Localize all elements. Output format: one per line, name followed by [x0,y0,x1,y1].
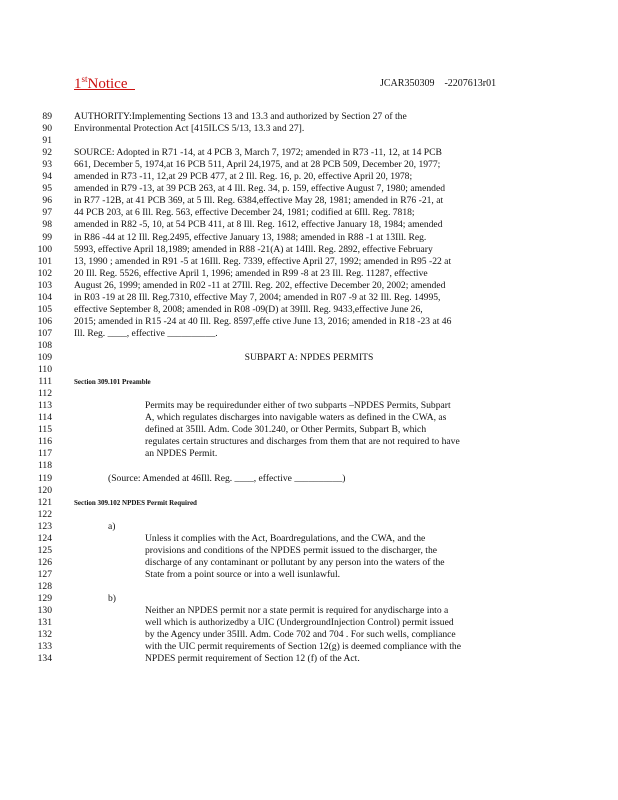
line-number: 96 [42,195,52,207]
text-line: amended in R79 -13, at 39 PCB 263, at 4 Ill. Reg. 34, p. 159, effective August 7, 1980; amended [74,183,445,195]
text-line: regulates certain structures and discharges from them that are not required to have [145,436,460,448]
text-line: a) [108,520,116,532]
text-line: amended in R82 -5, 10, at 54 PCB 411, at 8 Ill. Reg. 1612, effective January 18, 1984; amended [74,219,443,231]
text-line: provisions and conditions of the NPDES permit issued to the discharger, the [145,544,438,556]
line-number: 119 [37,472,52,484]
line-number: 101 [37,255,52,267]
text-line: in R86 -44 at 12 Ill. Reg.2495, effective January 13, 1988; amended in R88 -1 at 13Ill. Reg. [74,231,427,243]
text-line: A, which regulates discharges into navigable waters as defined in the CWA, as [145,412,447,424]
text-line: AUTHORITY:Implementing Sections 13 and 13.3 and authorized by Section 27 of the [74,111,407,122]
text-line: 5993, effective April 18,1989; amended in R88 -21(A) at 14Ill. Reg. 2892, effective February [74,243,433,255]
page-header [74,76,544,94]
line-number: 103 [37,279,52,291]
text-line: Neither an NPDES permit nor a state permit is required for anydischarge into a [145,605,449,617]
line-number: 123 [37,520,52,532]
line-number: 122 [37,508,52,520]
line-number: 110 [37,364,52,376]
text-line: (Source: Amended at 46Ill. Reg. ____, effective __________) [108,472,346,484]
line-number: 118 [37,460,52,472]
line-number: 91 [42,135,52,147]
line-number: 132 [37,629,52,641]
line-number: 116 [37,436,52,448]
jcar-code: JCAR350309 -2207613r01 [380,78,497,89]
section-heading: Section 309.102 NPDES Permit Required [74,498,197,507]
line-number: 121 [37,496,52,508]
text-line: SOURCE: Adopted in R71 -14, at 4 PCB 3, March 7, 1972; amended in R73 -11, 12, at 14 PCB [74,147,442,159]
text-line: 44 PCB 203, at 6 Ill. Reg. 563, effective December 24, 1981; codified at 6Ill. Reg. 7818; [74,207,415,219]
text-line: 2015; amended in R15 -24 at 40 Ill. Reg. 8597,effe ctive June 13, 2016; amended in R18 -23 at 46 [74,315,452,327]
text-line: August 26, 1999; amended in R02 -11 at 27Ill. Reg. 202, effective December 20, 2002; amended [74,279,446,291]
line-number: 120 [37,484,52,496]
line-number: 93 [42,159,52,171]
text-line: well which is authorizedby a UIC (UndergroundInjection Control) permit issued [145,617,454,629]
line-number: 109 [37,352,52,363]
subpart-heading: SUBPART A: NPDES PERMITS [244,352,374,363]
line-number: 99 [42,231,52,243]
line-number: 92 [42,147,52,159]
line-number: 100 [37,243,52,255]
notice-word: Notice [87,76,128,92]
text-line: with the UIC permit requirements of Section 12(g) is deemed compliance with the [145,641,461,653]
line-number: 115 [37,424,52,436]
notice-label [74,74,135,93]
line-number: 104 [37,291,52,303]
text-line: State from a point source or into a well isunlawful. [145,568,341,580]
line-number: 125 [37,544,52,556]
line-number: 130 [37,605,52,617]
text-line: by the Agency under 35Ill. Adm. Code 702 and 704 . For such wells, compliance [145,629,456,641]
line-number: 131 [37,617,52,629]
line-number: 94 [42,171,52,183]
line-number: 127 [37,568,52,580]
line-number: 129 [37,593,52,604]
line-number: 114 [37,412,52,424]
line-number: 128 [37,580,52,592]
line-number: 124 [37,532,52,544]
text-line: an NPDES Permit. [145,448,218,460]
line-number: 105 [37,303,52,315]
text-line: discharge of any contaminant or pollutant by any person into the waters of the [145,556,445,568]
text-line: defined at 35Ill. Adm. Code 301.240, or Other Permits, Subpart B, which [145,424,427,436]
text-line: Ill. Reg. ____, effective __________. [74,327,218,339]
text-line: 20 Ill. Reg. 5526, effective April 1, 1996; amended in R99 -8 at 23 Ill. Reg. 11287, effective [74,267,428,279]
line-number: 113 [37,400,52,412]
text-line: Permits may be requiredunder either of two subparts –NPDES Permits, Subpart [145,400,451,412]
line-number: 102 [37,267,52,279]
notice-number: 1 [74,76,82,92]
line-number: 107 [37,327,52,339]
section-heading: Section 309.101 Preamble [74,378,151,387]
line-number: 126 [37,556,52,568]
text-line: NPDES permit requirement of Section 12 (f) of the Act. [145,653,360,665]
text-line: 13, 1990 ; amended in R91 -5 at 16Ill. Reg. 7339, effective April 27, 1992; amended in R95 -22 at [74,255,452,267]
line-number: 89 [42,111,52,122]
line-number: 90 [42,123,52,135]
text-line: b) [108,593,116,604]
text-line: in R03 -19 at 28 Ill. Reg.7310, effective May 7, 2004; amended in R07 -9 at 32 Ill. Reg. 14995, [74,291,441,303]
line-number: 97 [42,207,52,219]
line-number: 134 [37,653,52,665]
text-line: Unless it complies with the Act, Boardregulations, and the CWA, and the [145,532,426,544]
line-number: 112 [37,388,52,400]
text-line: in R77 -12B, at 41 PCB 369, at 5 Ill. Reg. 6384,effective May 28, 1981; amended in R76 -21, at [74,195,444,207]
text-line: effective September 8, 2008; amended in R08 -09(D) at 39Ill. Reg. 9433,effective June 26, [74,303,423,315]
line-number: 95 [42,183,52,195]
line-number: 108 [37,339,52,351]
line-number: 111 [38,376,52,388]
line-number: 98 [42,219,52,231]
notice-suffix: st [81,74,88,84]
text-line: 661, December 5, 1974,at 16 PCB 511, April 24,1975, and at 28 PCB 509, December 20, 1977; [74,159,441,171]
text-line: amended in R73 -11, 12,at 29 PCB 477, at 2 Ill. Reg. 16, p. 20, effective April 20, 1978; [74,171,413,183]
line-number: 117 [37,448,52,460]
text-line: Environmental Protection Act [415ILCS 5/13, 13.3 and 27]. [74,123,305,135]
line-number: 106 [37,315,52,327]
line-number: 133 [37,641,52,653]
